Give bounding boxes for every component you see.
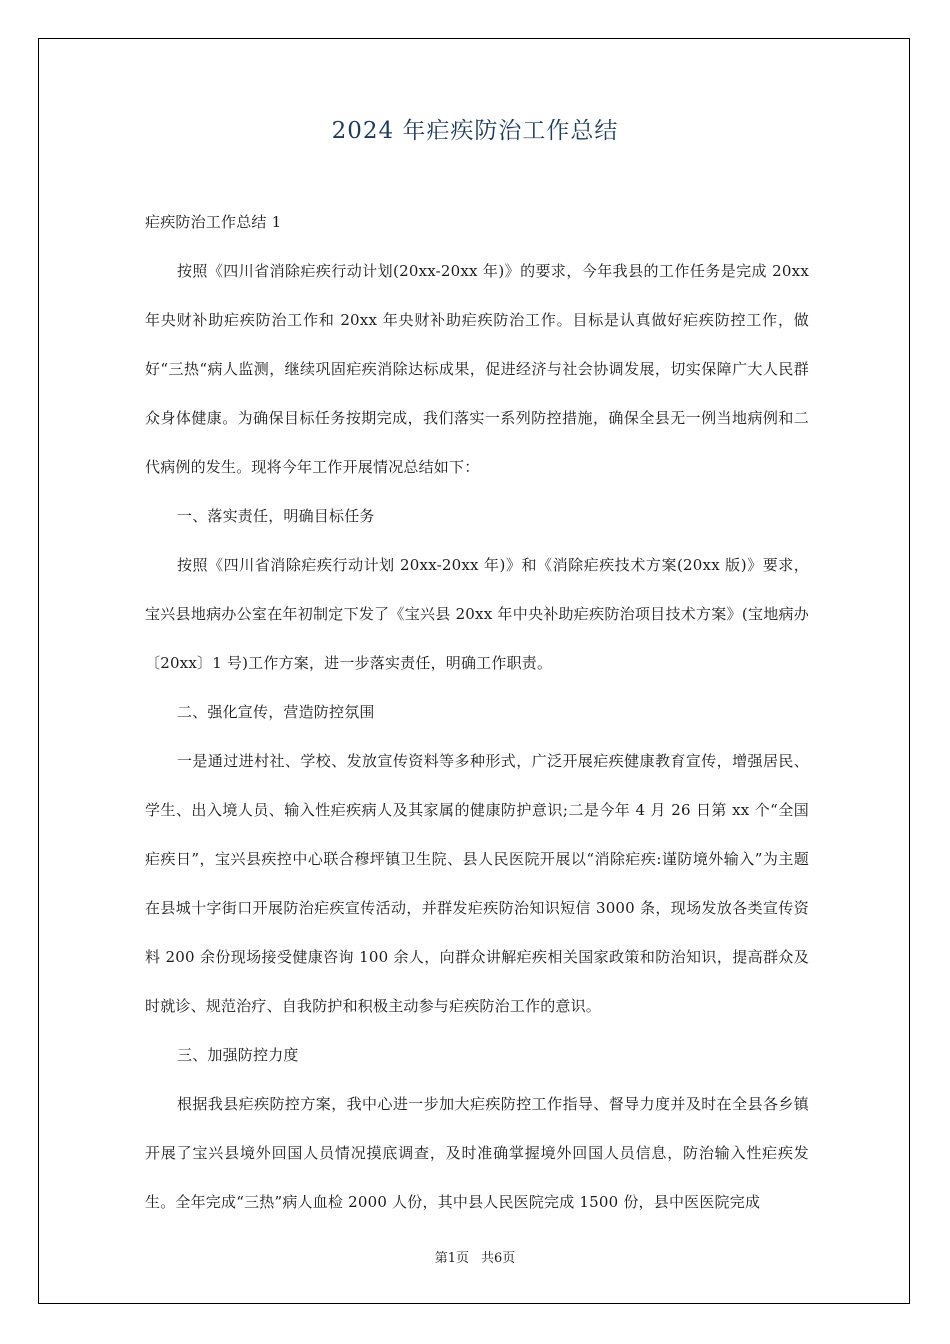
page-footer bbox=[0, 1247, 950, 1266]
section-heading: 疟疾防治工作总结 1 bbox=[145, 213, 282, 231]
page-number: 第1页 bbox=[434, 1251, 469, 1266]
document-title: 2024 年疟疾防治工作总结 bbox=[331, 118, 619, 144]
body-paragraph: 按照《四川省消除疟疾行动计划 20xx-20xx 年)》和《消除疟疾技术方案(20xx 版)》要求，宝兴县地病办公室在年初制定下发了《宝兴县 20xx 年中央补助疟疾防治项目技术方案》(宝地病办〔20xx〕1 号)工作方案，进一步落实责任，明确工作职责。 bbox=[145, 556, 809, 672]
body-paragraph: 根据我县疟疾防控方案，我中心进一步加大疟疾防控工作指导、督导力度并及时在全县各乡镇开展了宝兴县境外回国人员情况摸底调查，及时准确掌握境外回国人员信息，防治输入性疟疾发生。全年完成“三热”病人血检 2000 人份，其中县人民医院完成 1500 份，县中医医院完成 bbox=[145, 1095, 809, 1211]
page-total: 共6页 bbox=[481, 1251, 516, 1266]
subsection-heading: 三、加强防控力度 bbox=[177, 1046, 299, 1064]
body-paragraph: 一是通过进村社、学校、发放宣传资料等多种形式，广泛开展疟疾健康教育宣传，增强居民、学生、出入境人员、输入性疟疾病人及其家属的健康防护意识;二是今年 4 月 26 日第 xx 个“全国疟疾日”，宝兴县疾控中心联合穆坪镇卫生院、县人民医院开展以“消除疟疾:谨防境外输入”为主题在县城十字街口开展防治疟疾宣传活动，并群发疟疾防治知识短信 3000 条，现场发放各类宣传资料 200 余份现场接受健康咨询 100 余人，向群众讲解疟疾相关国家政策和防治知识，提高群众及时就诊、规范治疗、自我防护和积极主动参与疟疾防治工作的意识。 bbox=[145, 752, 809, 1015]
body-paragraph: 按照《四川省消除疟疾行动计划(20xx-20xx 年)》的要求，今年我县的工作任务是完成 20xx 年央财补助疟疾防治工作和 20xx 年央财补助疟疾防治工作。目标是认真做好疟疾防控工作，做好“三热“病人监测，继续巩固疟疾消除达标成果，促进经济与社会协调发展，切实保障广大人民群众身体健康。为确保目标任务按期完成，我们落实一系列防控措施，确保全县无一例当地病例和二代病例的发生。现将今年工作开展情况总结如下： bbox=[145, 262, 809, 476]
document-body bbox=[145, 198, 809, 1227]
subsection-heading: 二、强化宣传，营造防控氛围 bbox=[177, 703, 375, 721]
subsection-heading: 一、落实责任，明确目标任务 bbox=[177, 507, 375, 525]
